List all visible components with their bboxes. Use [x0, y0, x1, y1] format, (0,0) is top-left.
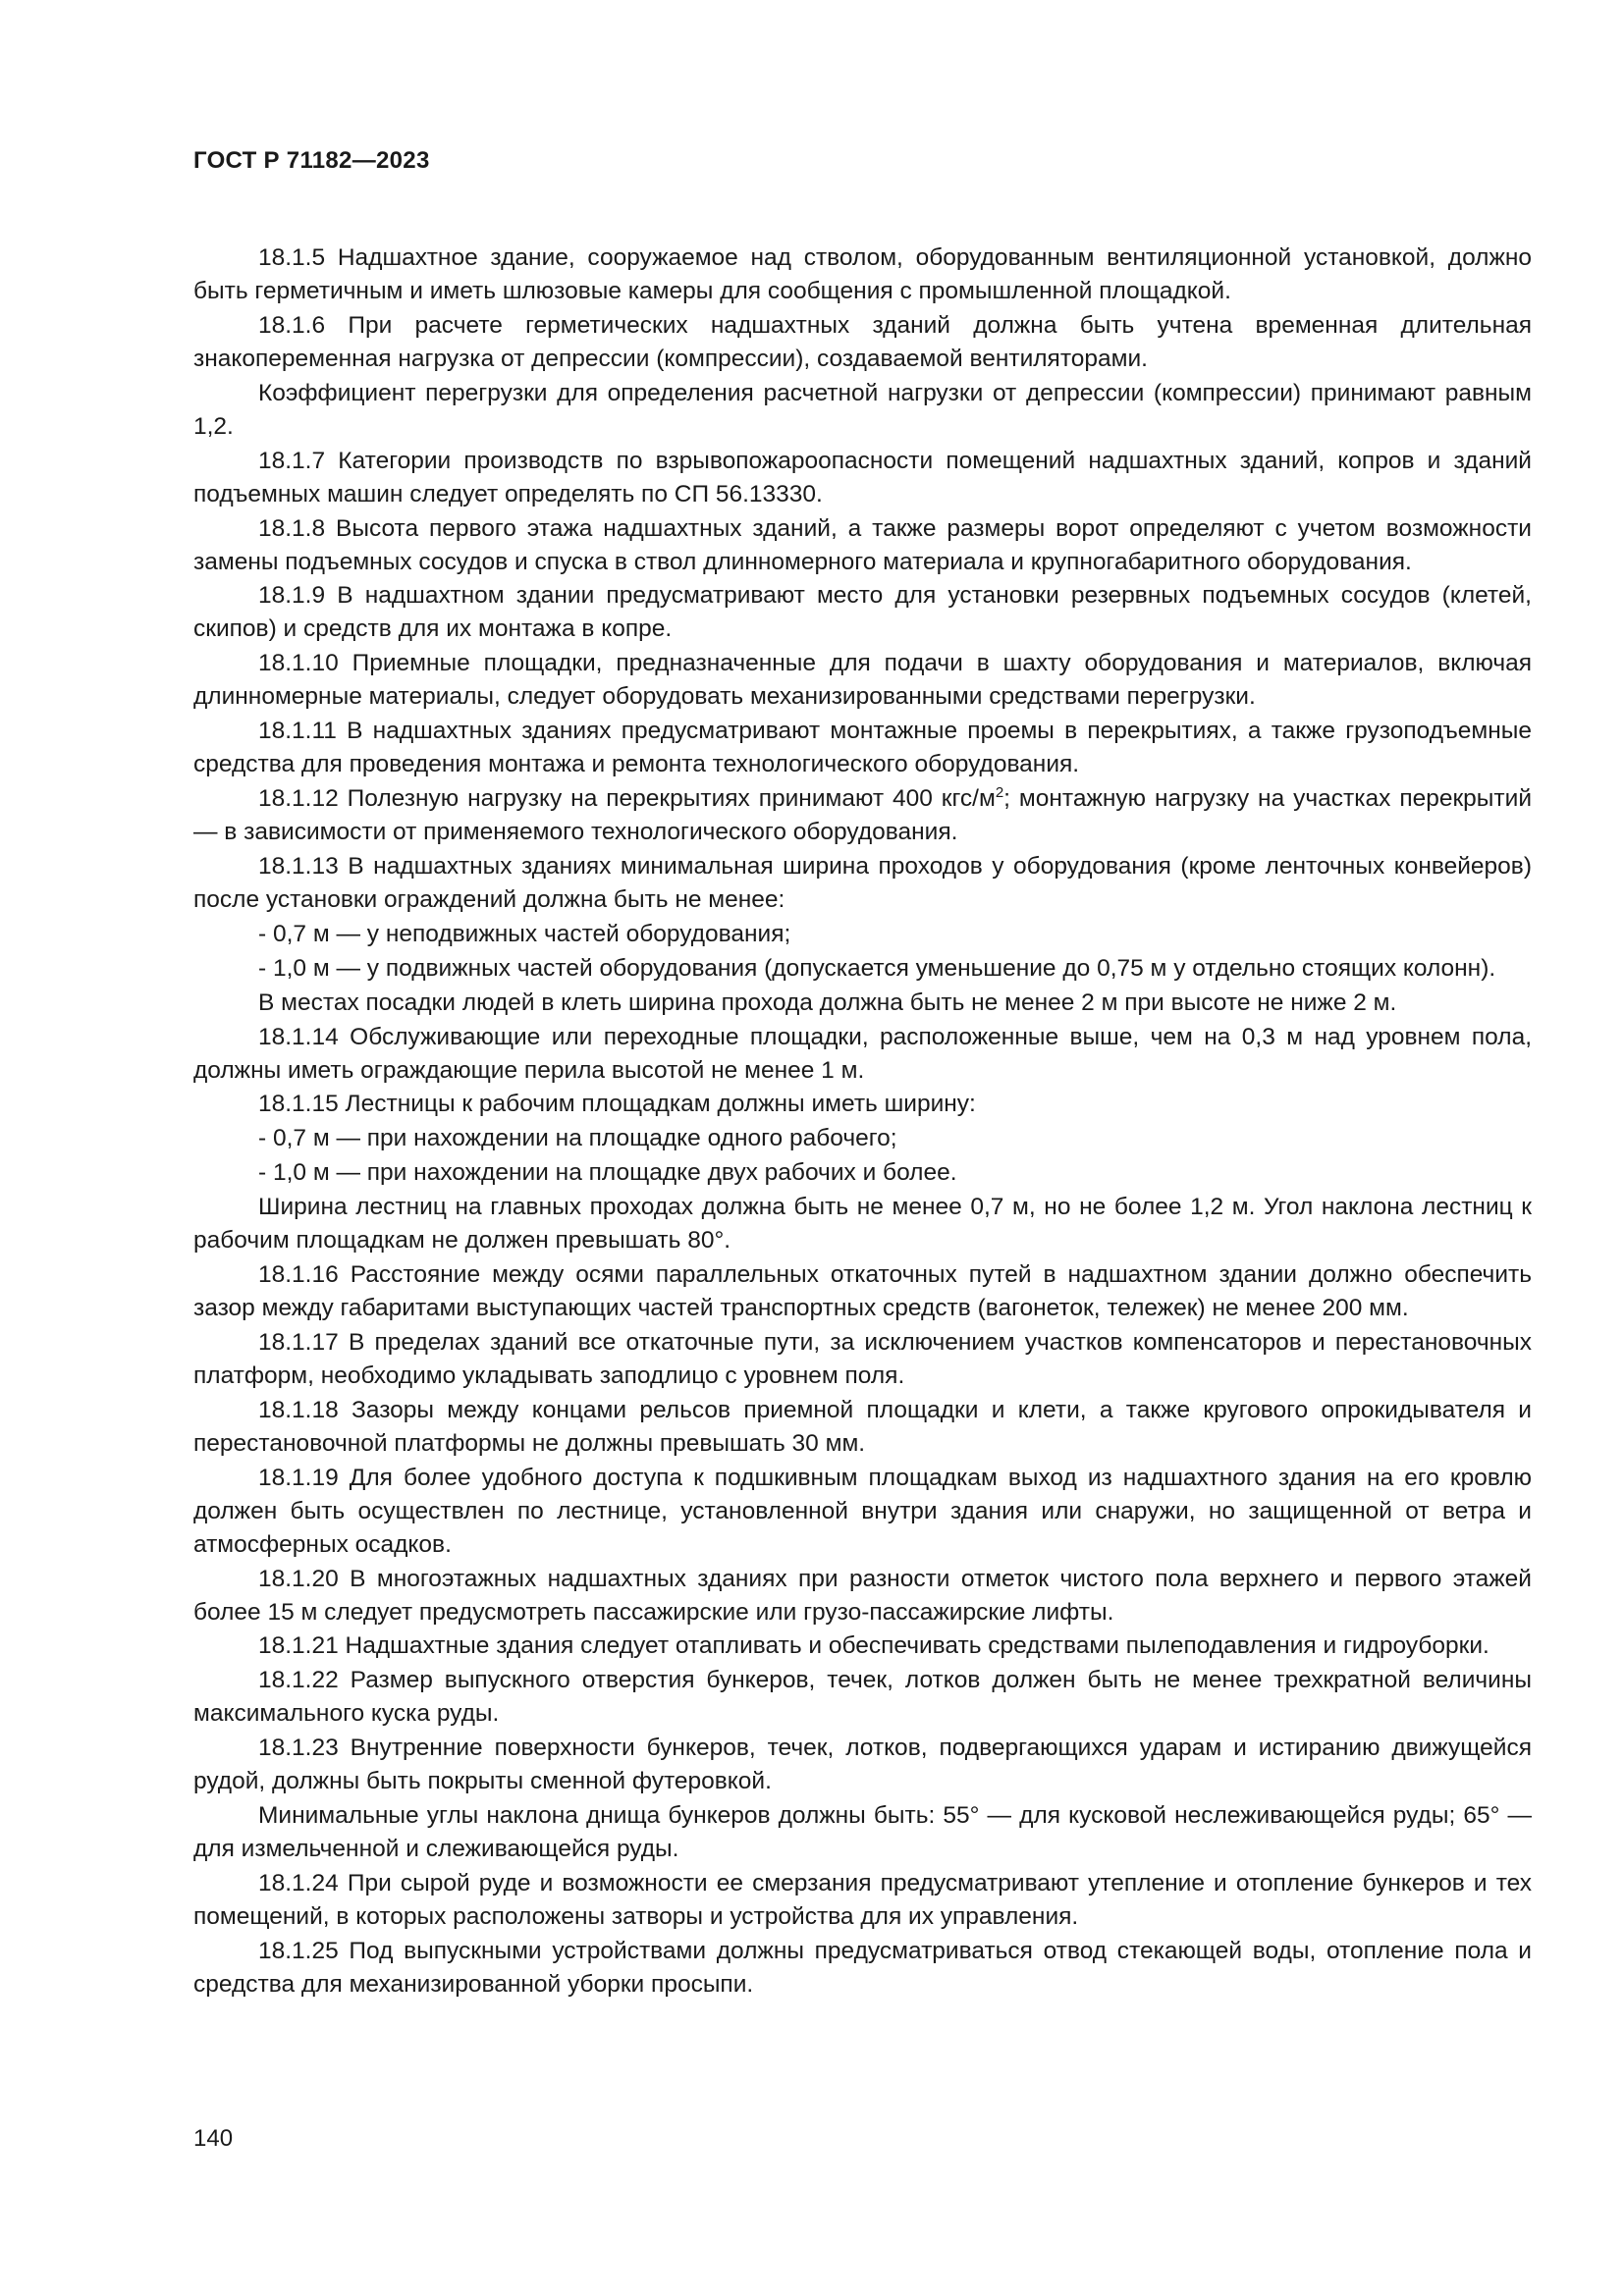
paragraph: 18.1.8 Высота первого этажа надшахтных зданий, а также размеры ворот определяют с учетом возможности замены подъемных сосудов и спуска в ствол длинномерного материала и крупногабаритного оборудования.	[193, 514, 1532, 575]
document-body	[193, 241, 1532, 2002]
list-item: - 1,0 м — у подвижных частей оборудования (допускается уменьшение до 0,75 м у отдельно стоящих колонн).	[258, 954, 1496, 982]
superscript: 2	[995, 784, 1004, 802]
paragraph: 18.1.23 Внутренние поверхности бункеров, течек, лотков, подвергающихся ударам и истиранию движущейся рудой, должны быть покрыты сменной футеровкой.	[193, 1735, 1532, 1795]
paragraph: 18.1.20 В многоэтажных надшахтных зданиях при разности отметок чистого пола верхнего и первого этажей более 15 м следует предусмотреть пассажирские или грузо-пассажирские лифты.	[193, 1565, 1532, 1626]
paragraph: В местах посадки людей в клеть ширина прохода должна быть не менее 2 м при высоте не ниже 2 м.	[258, 988, 1397, 1016]
paragraph: 18.1.7 Категории производств по взрывопожароопасности помещений надшахтных зданий, копров и зданий подъемных машин следует определять по СП 56.13330.	[193, 447, 1532, 507]
load-text-after: ; монтажную нагрузку на участках перекрытий — в зависимости от применяемого технологического оборудования.	[193, 785, 1533, 846]
document-header: ГОСТ Р 71182—2023	[193, 147, 430, 174]
document-page	[193, 147, 1532, 2002]
paragraph: 18.1.10 Приемные площадки, предназначенные для подачи в шахту оборудования и материалов, включая длинномерные материалы, следует оборудовать механизированными средствами перегрузки.	[193, 650, 1532, 711]
paragraph: 18.1.22 Размер выпускного отверстия бункеров, течек, лотков должен быть не менее трехкратной величины максимального куска руды.	[193, 1667, 1532, 1728]
paragraph: 18.1.13 В надшахтных зданиях минимальная ширина проходов у оборудования (кроме ленточных конвейеров) после установки ограждений должна быть не менее:	[193, 853, 1532, 914]
paragraph: 18.1.5 Надшахтное здание, сооружаемое над стволом, оборудованным вентиляционной установкой, должно быть герметичным и иметь шлюзовые камеры для сообщения с промышленной площадкой.	[193, 244, 1532, 304]
paragraph: 18.1.24 При сырой руде и возможности ее смерзания предусматривают утепление и отопление бункеров и тех помещений, в которых расположены затворы и устройства для их управления.	[193, 1870, 1532, 1931]
paragraph: 18.1.25 Под выпускными устройствами должны предусматриваться отвод стекающей воды, отопление пола и средства для механизированной уборки просыпи.	[193, 1937, 1532, 1998]
paragraph: 18.1.19 Для более удобного доступа к подшкивным площадкам выход из надшахтного здания на его кровлю должен быть осуществлен по лестнице, установленной внутри здания или снаружи, но защищенной от ветра и атмосферных осадков.	[193, 1464, 1532, 1558]
paragraph: 18.1.9 В надшахтном здании предусматривают место для установки резервных подъемных сосудов (клетей, скипов) и средств для их монтажа в копре.	[193, 582, 1532, 643]
list-item: - 1,0 м — при нахождении на площадке двух рабочих и более.	[258, 1159, 957, 1187]
load-text-before: 18.1.12 Полезную нагрузку на перекрытиях принимают 400 кгс/м	[258, 785, 996, 813]
paragraph-load	[193, 782, 1532, 849]
paragraph: 18.1.17 В пределах зданий все откаточные пути, за исключением участков компенсаторов и перестановочных платформ, необходимо укладывать заподлицо с уровнем поля.	[193, 1328, 1532, 1389]
list-item: - 0,7 м — у неподвижных частей оборудования;	[258, 920, 791, 947]
paragraph: 18.1.21 Надшахтные здания следует отапливать и обеспечивать средствами пылеподавления и гидроуборки.	[258, 1632, 1489, 1660]
paragraph: Ширина лестниц на главных проходах должна быть не менее 0,7 м, но не более 1,2 м. Угол наклона лестниц к рабочим площадкам не должен превышать 80°.	[193, 1194, 1532, 1255]
paragraph: 18.1.11 В надшахтных зданиях предусматривают монтажные проемы в перекрытиях, а также грузоподъемные средства для проведения монтажа и ремонта технологического оборудования.	[193, 718, 1532, 778]
list-item: - 0,7 м — при нахождении на площадке одного рабочего;	[258, 1125, 897, 1152]
paragraph: 18.1.6 При расчете герметических надшахтных зданий должна быть учтена временная длительная знакопеременная нагрузка от депрессии (компрессии), создаваемой вентиляторами.	[193, 311, 1532, 372]
paragraph: 18.1.18 Зазоры между концами рельсов приемной площадки и клети, а также кругового опрокидывателя и перестановочной платформы не должны превышать 30 мм.	[193, 1396, 1532, 1457]
paragraph: Минимальные углы наклона днища бункеров должны быть: 55° — для кусковой неслеживающейся руды; 65° — для измельченной и слеживающейся руды.	[193, 1802, 1532, 1863]
paragraph: 18.1.16 Расстояние между осями параллельных откаточных путей в надшахтном здании должно обеспечить зазор между габаритами выступающих частей транспортных средств (вагонеток, тележек) не менее 200 мм.	[193, 1261, 1532, 1322]
paragraph: Коэффициент перегрузки для определения расчетной нагрузки от депрессии (компрессии) принимают равным 1,2.	[193, 379, 1532, 440]
page-number: 140	[193, 2125, 234, 2152]
paragraph: 18.1.15 Лестницы к рабочим площадкам должны иметь ширину:	[258, 1091, 976, 1118]
paragraph: 18.1.14 Обслуживающие или переходные площадки, расположенные выше, чем на 0,3 м над уровнем пола, должны иметь ограждающие перила высотой не менее 1 м.	[193, 1023, 1532, 1084]
